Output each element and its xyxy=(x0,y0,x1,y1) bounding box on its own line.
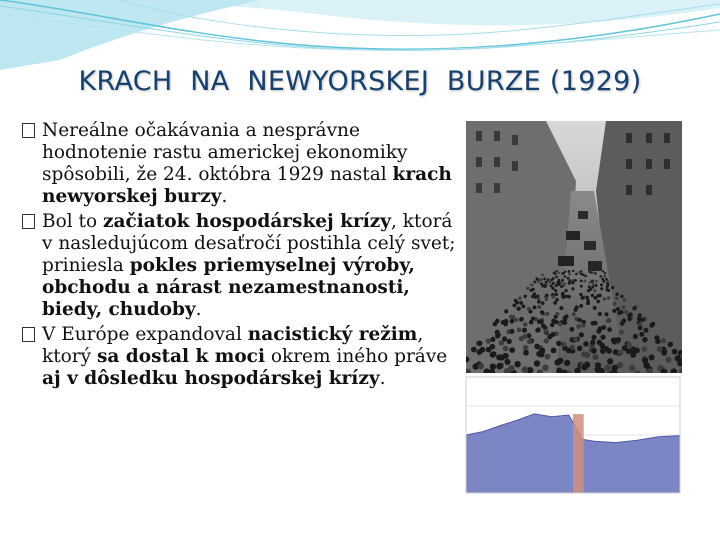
chart-crash-highlight xyxy=(573,414,584,493)
text-segment: . xyxy=(221,186,228,207)
header-decoration xyxy=(0,0,720,70)
text-segment: , ktorá v nasledujúcom desaťročí postihla celý svet; priniesla xyxy=(42,211,456,276)
text-segment: , ktorý xyxy=(42,324,424,367)
bullet-paragraph xyxy=(22,211,462,321)
stock-chart xyxy=(456,373,688,513)
text-segment: V Európe expandoval xyxy=(42,324,248,345)
bold-text-segment: aj v dôsledku hospodárskej krízy xyxy=(42,368,380,389)
text-segment: . xyxy=(379,368,386,389)
body-text xyxy=(22,120,462,393)
bold-text-segment: začiatok hospodárskej krízy xyxy=(102,211,392,232)
bullet-box-icon xyxy=(22,123,35,138)
stock-chart-svg xyxy=(456,373,688,513)
bullet-paragraph xyxy=(22,324,462,390)
text-segment: okrem iného práve xyxy=(264,346,448,367)
text-segment: Bol to xyxy=(42,211,103,232)
crowd-wall-street-photo xyxy=(466,121,682,375)
bold-text-segment: nacistický režim xyxy=(247,324,418,345)
bullet-paragraph xyxy=(22,120,462,208)
bold-text-segment: pokles priemyselnej výroby, obchodu a nárast nezamestnanosti, biedy, chudoby xyxy=(42,255,415,320)
bullet-box-icon xyxy=(22,214,35,229)
bold-text-segment: sa dostal k moci xyxy=(96,346,265,367)
slide-title: KRACH NA NEWYORSKEJ BURZE (1929) xyxy=(78,66,642,97)
bold-text-segment: krach newyorskej burzy xyxy=(42,164,452,207)
text-segment: Nereálne očakávania a nesprávne hodnotenie rastu americkej ekonomiky spôsobili, že 24. októbra 1929 nastal xyxy=(42,120,408,185)
bullet-box-icon xyxy=(22,327,35,342)
text-segment: . xyxy=(195,299,202,320)
